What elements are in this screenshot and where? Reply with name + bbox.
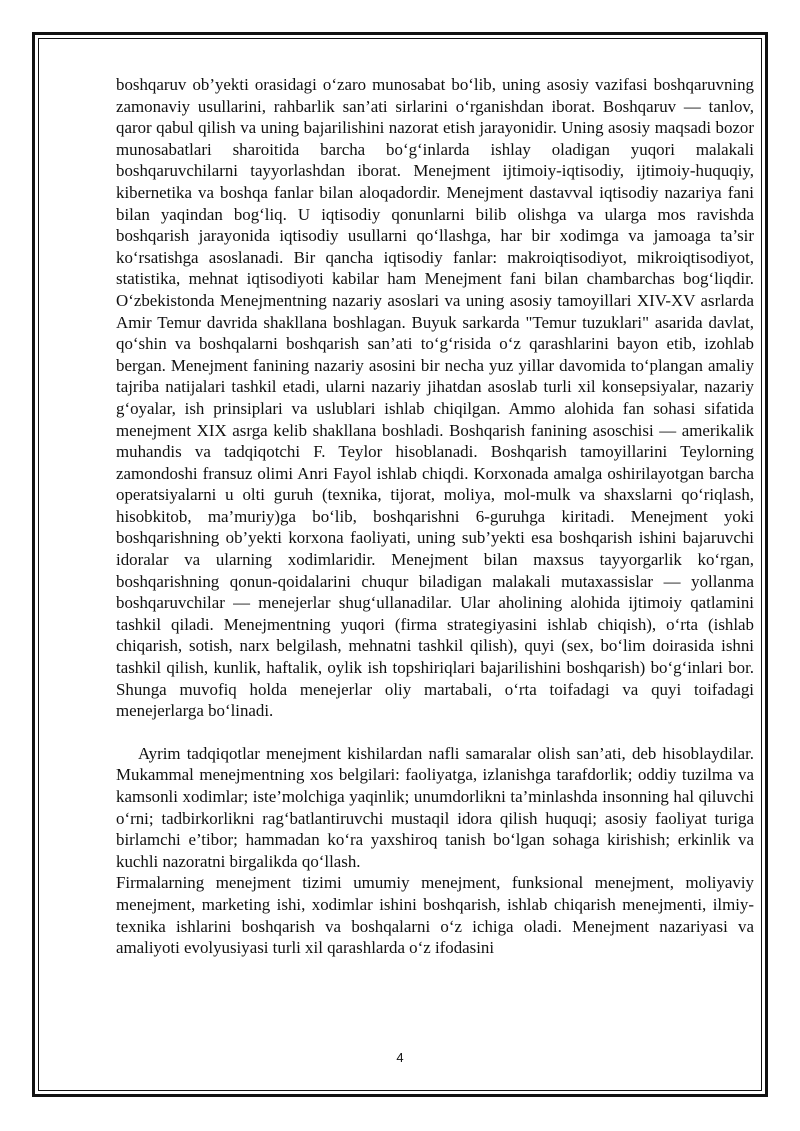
paragraph: Ayrim tadqiqotlar menejment kishilardan nafli samaralar olish san’ati, deb hisoblaydilar. Mukammal menejmentning xos belgilari: faoliyatga, izlanishga tarafdorlik; oddiy tuzilma va kamsonli xodimlar; iste’molchiga yaqinlik; unumdorlikni ta’minlashda insonning hal qiluvchi o‘rni; tadbirkorlikni rag‘batlantiruvchi mustaqil idora qilish huquqi; asosiy faoliyat turiga birlamchi e’tibor; hammadan ko‘ra yaxshiroq tanish bo‘lgan sohaga kirishish; erkinlik va kuchli nazoratni birgalikda qo‘llash.: [116, 743, 754, 871]
document-body: [116, 74, 754, 959]
paragraph: boshqaruv ob’yekti orasidagi o‘zaro munosabat bo‘lib, uning asosiy vazifasi boshqaruvning zamonaviy usullarini, rahbarlik san’ati sirlarini o‘rganishdan iborat. Boshqaruv — tanlov, qaror qabul qilish va uning bajarilishini nazorat etish jarayonidir. Uning asosiy maqsadi bozor munosabatlari sharoitida barcha bo‘g‘inlarda ishlay oladigan yuqori malakali boshqaruvchilarni tayyorlashdan iborat. Menejment ijtimoiy-iqtisodiy, ijtimoiy-huquqiy, kibernetika va boshqa fanlar bilan aloqadordir. Menejment dastavval iqtisodiy nazariya fani bilan yaqindan bog‘liq. U iqtisodiy qonunlarni bilib olishga va ularga mos ravishda boshqarish jarayonida iqtisodiy usullarni qo‘llashga, har bir xodimga va jamoaga ta’sir ko‘rsatishga asoslanadi. Bir qancha iqtisodiy fanlar: makroiqtisodiyot, mikroiqtisodiyot, statistika, mehnat iqtisodiyoti kabilar ham Menejment fani bilan chambarchas bog‘liqdir. O‘zbekistonda Menejmentning nazariy asoslari va uning asosiy tamoyillari XIV-XV asrlarda Amir Temur davrida shakllana boshlagan. Buyuk sarkarda "Temur tuzuklari" asarida davlat, qo‘shin va boshqalarni boshqarish san’ati to‘g‘risida o‘z qarashlarini bayon etib, izohlab bergan. Menejment fanining nazariy asosini bir necha yuz yillar davomida to‘plangan amaliy tajriba natijalari tashkil etadi, ularni nazariy jihatdan asoslab turli xil konsepsiyalar, nazariy g‘oyalar, ish prinsiplari va uslublari ishlab chiqilgan. Ammo alohida fan sohasi sifatida menejment XIX asrga kelib shakllana boshladi. Boshqarish fanining asoschisi — amerikalik muhandis va tadqiqotchi F. Teylor hisoblanadi. Boshqarish tamoyillarini Teylorning zamondoshi fransuz olimi Anri Fayol ishlab chiqdi. Korxonada amalga oshirilayotgan barcha operatsiyalarni u olti guruh (texnika, tijorat, moliya, mol-mulk va shaxslarni qo‘riqlash, hisobkitob, ma’muriy)ga bo‘lib, boshqarishni 6-guruhga kiritadi. Menejment yoki boshqarishning ob’yekti korxona faoliyati, uning sub’yekti esa boshqarish ishini bajaruvchi idoralar va ularning xodimlaridir. Menejment bilan maxsus tayyorgarlik ko‘rgan, boshqarishning qonun-qoidalarini chuqur biladigan malakali mutaxassislar — yollanma boshqaruvchilar — menejerlar shug‘ullanadilar. Ular aholining alohida ijtimoiy qatlamini tashkil qiladi. Menejmentning yuqori (firma strategiyasini ishlab chiqish), o‘rta (ishlab chiqarish, sotish, narx belgilash, mehnatni tashkil qilish), quyi (sex, bo‘lim doirasida ishni tashkil qilish, kunlik, haftalik, oylik ish topshiriqlari bajarilishini boshqarish) bo‘g‘inlari bor. Shunga muvofiq holda menejerlar oliy martabali, o‘rta toifadagi va quyi toifadagi menejerlarga bo‘linadi.: [116, 75, 754, 721]
page-number: 4: [396, 1050, 404, 1065]
paragraph: Firmalarning menejment tizimi umumiy menejment, funksional menejment, moliyaviy menejment, marketing ishi, xodimlar ishini boshqarish, ishlab chiqarish menejmenti, ilmiy-texnika ishlarini boshqarish va boshqalarni o‘z ichiga oladi. Menejment nazariyasi va amaliyoti evolyusiyasi turli xil qarashlarda o‘z ifodasini: [116, 873, 754, 958]
